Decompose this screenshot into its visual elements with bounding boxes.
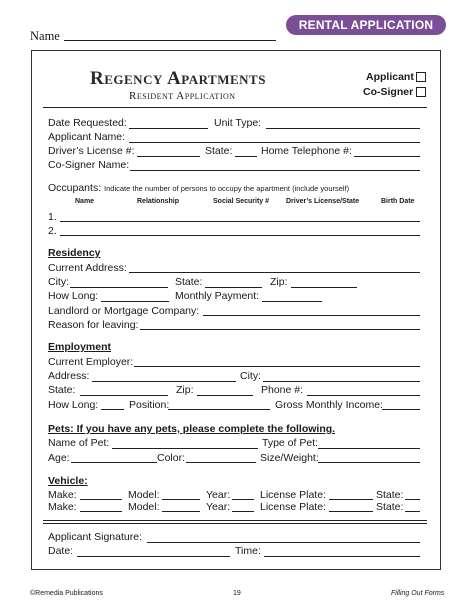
occupant-row-2-label: 2. [48,225,57,237]
home-telephone-label: Home Telephone #: [261,145,352,157]
vehicle1-make-label: Make: [48,489,77,501]
pet-color-field[interactable] [186,462,256,463]
employment-how-long-field[interactable] [101,409,124,410]
employer-city-field[interactable] [263,381,420,382]
reason-leaving-field[interactable] [140,329,420,330]
col-relationship: Relationship [137,198,180,205]
signature-divider-top [43,520,427,521]
residency-how-long-label: How Long: [48,290,99,302]
reason-leaving-label: Reason for leaving: [48,319,139,331]
name-label: Name [30,29,60,43]
pet-size-weight-field[interactable] [318,462,420,463]
vehicle1-year-field[interactable] [232,499,254,500]
pet-age-label: Age: [48,452,70,464]
vehicle2-plate-field[interactable] [329,511,373,512]
vehicle2-make-field[interactable] [80,511,122,512]
occupants-note: Indicate the number of persons to occupy the apartment (include yourself) [104,184,350,193]
rental-application-banner: RENTAL APPLICATION [286,15,446,35]
signature-date-field[interactable] [77,556,230,557]
employer-zip-field[interactable] [197,395,253,396]
form-title: Regency Apartments [90,68,266,89]
book-title: Filling Out Forms [391,590,445,597]
pet-type-field[interactable] [318,448,420,449]
residency-zip-label: Zip: [270,276,288,288]
employer-phone-label: Phone #: [261,384,304,396]
vehicle1-year-label: Year: [206,489,231,501]
residency-heading: Residency [48,247,101,259]
current-address-label: Current Address: [48,262,127,274]
vehicle2-year-field[interactable] [232,511,254,512]
current-address-field[interactable] [129,272,420,273]
vehicle2-state-label: State: [376,501,404,513]
employer-zip-label: Zip: [176,384,194,396]
vehicle2-year-label: Year: [206,501,231,513]
vehicle1-state-label: State: [376,489,404,501]
current-employer-label: Current Employer: [48,356,134,368]
applicant-name-label: Applicant Name: [48,131,126,143]
license-state-field[interactable] [235,156,257,157]
pet-age-field[interactable] [71,462,157,463]
occupant-row-1-field[interactable] [60,221,420,222]
employer-state-label: State: [48,384,76,396]
col-drivers-license-state: Driver’s License/State [286,198,360,205]
page-number: 19 [233,590,241,597]
residency-state-label: State: [175,276,203,288]
pet-name-field[interactable] [112,448,258,449]
landlord-label: Landlord or Mortgage Company: [48,305,200,317]
employer-phone-field[interactable] [307,395,420,396]
vehicle1-plate-field[interactable] [329,499,373,500]
cosigner-checkbox[interactable] [416,87,426,97]
applicant-checkbox-label: Applicant [366,71,414,83]
monthly-payment-label: Monthly Payment: [175,290,260,302]
vehicle2-model-label: Model: [128,501,160,513]
employer-address-field[interactable] [92,381,236,382]
col-social-security: Social Security # [213,198,270,205]
gross-income-field[interactable] [382,409,420,410]
form-subtitle: Resident Application [129,90,236,102]
cosigner-name-field[interactable] [130,170,420,171]
col-birth-date: Birth Date [381,198,415,205]
employment-heading: Employment [48,341,112,353]
header-divider [43,107,427,108]
landlord-field[interactable] [203,315,420,316]
occupant-row-2-field[interactable] [60,235,420,236]
unit-type-label: Unit Type: [214,117,262,129]
gross-income-label: Gross Monthly Income: [275,399,383,411]
date-requested-field[interactable] [129,128,208,129]
pet-size-weight-label: Size/Weight: [260,452,319,464]
pet-name-label: Name of Pet: [48,437,110,449]
pet-type-label: Type of Pet: [262,437,319,449]
vehicle1-plate-label: License Plate: [260,489,326,501]
occupant-row-1-label: 1. [48,211,57,223]
employer-address-label: Address: [48,370,90,382]
signature-divider-bottom [43,523,427,524]
signature-date-label: Date: [48,545,74,557]
col-name: Name [75,198,95,205]
date-requested-label: Date Requested: [48,117,127,129]
occupants-label: Occupants: [48,182,102,194]
vehicle1-make-field[interactable] [80,499,122,500]
position-label: Position: [129,399,170,411]
position-field[interactable] [168,409,270,410]
vehicle1-model-field[interactable] [162,499,200,500]
vehicle2-plate-label: License Plate: [260,501,326,513]
vehicle2-state-field[interactable] [405,511,420,512]
cosigner-checkbox-label: Co-Signer [363,86,414,98]
applicant-signature-field[interactable] [147,542,420,543]
occupants-line [48,182,349,194]
applicant-checkbox[interactable] [416,72,426,82]
publisher-credit: ©Remedia Publications [30,590,103,597]
employer-state-field[interactable] [80,395,168,396]
cosigner-name-label: Co-Signer Name: [48,159,130,171]
home-telephone-field[interactable] [354,156,420,157]
residency-how-long-field[interactable] [101,301,169,302]
monthly-payment-field[interactable] [262,301,322,302]
residency-city-field[interactable] [70,287,168,288]
employment-how-long-label: How Long: [48,399,99,411]
name-field[interactable] [64,40,276,41]
vehicle2-model-field[interactable] [162,511,200,512]
vehicle-heading: Vehicle: [48,475,88,487]
vehicle1-state-field[interactable] [405,499,420,500]
license-state-label: State: [205,145,233,157]
residency-zip-field[interactable] [291,287,357,288]
vehicle1-model-label: Model: [128,489,160,501]
signature-time-field[interactable] [264,556,420,557]
signature-time-label: Time: [235,545,261,557]
employer-city-label: City: [240,370,261,382]
applicant-signature-label: Applicant Signature: [48,531,142,543]
pets-heading: Pets: If you have any pets, please complete the following. [48,423,336,435]
drivers-license-field[interactable] [137,156,200,157]
drivers-license-label: Driver’s License #: [48,145,135,157]
residency-state-field[interactable] [205,287,262,288]
applicant-name-field[interactable] [129,142,420,143]
unit-type-field[interactable] [266,128,420,129]
current-employer-field[interactable] [134,366,420,367]
vehicle2-make-label: Make: [48,501,77,513]
residency-city-label: City: [48,276,69,288]
pet-color-label: Color: [157,452,186,464]
